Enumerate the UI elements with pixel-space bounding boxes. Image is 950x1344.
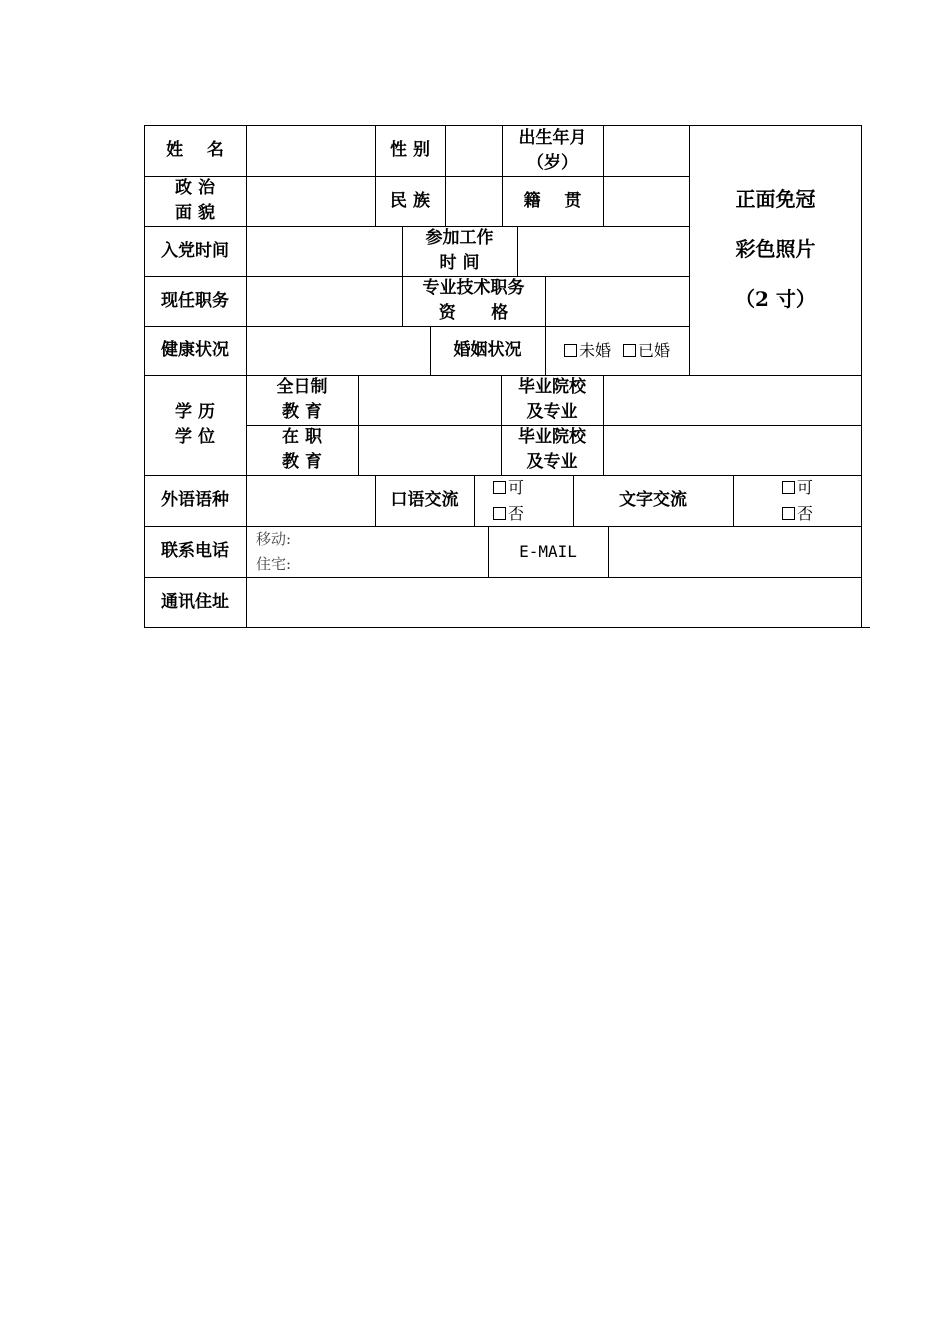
tech-title-label-line1: 专业技术职务 bbox=[422, 278, 525, 298]
fulltime-education-label bbox=[246, 375, 358, 425]
education-label-line2: 学 位 bbox=[175, 427, 215, 447]
fulltime-label-line1: 全日制 bbox=[276, 377, 328, 397]
party-join-label-text: 入党时间 bbox=[161, 240, 229, 261]
political-label-line2: 面 貌 bbox=[175, 203, 215, 223]
native-place-label bbox=[502, 176, 603, 226]
marital-option-married-label: 已婚 bbox=[638, 340, 671, 360]
political-field[interactable] bbox=[246, 176, 375, 226]
party-join-field[interactable] bbox=[246, 226, 402, 276]
oral-option-no-label: 否 bbox=[507, 503, 524, 523]
fulltime-school-label-line1: 毕业院校 bbox=[518, 377, 586, 397]
fulltime-label-line2: 教 育 bbox=[282, 402, 322, 422]
checkbox-icon[interactable] bbox=[493, 507, 506, 520]
address-label-text: 通讯住址 bbox=[161, 592, 229, 612]
health-label bbox=[144, 326, 246, 375]
registration-form bbox=[0, 0, 950, 640]
address-field[interactable] bbox=[246, 577, 862, 628]
oral-label-text: 口语交流 bbox=[390, 490, 459, 510]
checkbox-icon[interactable] bbox=[493, 481, 506, 494]
parttime-school-label-line2: 及专业 bbox=[526, 452, 578, 472]
written-option-no-label: 否 bbox=[796, 503, 813, 523]
parttime-label-line2: 教 育 bbox=[282, 452, 322, 472]
written-option-yes-label: 可 bbox=[796, 477, 813, 497]
photo-placeholder[interactable] bbox=[689, 125, 862, 375]
name-label-text: 姓 名 bbox=[166, 140, 224, 160]
email-label-text: E-MAIL bbox=[519, 542, 577, 561]
home-phone-placeholder: 住宅: bbox=[256, 554, 292, 573]
work-start-label bbox=[402, 226, 517, 276]
marital-option-married[interactable] bbox=[623, 338, 670, 364]
photo-text-line2: 彩色照片 bbox=[735, 237, 816, 261]
tech-title-label bbox=[402, 276, 545, 326]
written-option-yes[interactable] bbox=[782, 475, 813, 501]
checkbox-icon[interactable] bbox=[623, 344, 636, 357]
ethnicity-field[interactable] bbox=[445, 176, 502, 226]
political-label-line1: 政 治 bbox=[175, 178, 215, 198]
language-field[interactable] bbox=[246, 475, 375, 526]
name-label bbox=[144, 125, 246, 176]
work-start-label-line2: 时 间 bbox=[439, 253, 480, 273]
written-label-text: 文字交流 bbox=[619, 490, 687, 510]
parttime-education-label bbox=[246, 425, 358, 475]
parttime-label-line1: 在 职 bbox=[282, 427, 322, 447]
phone-field[interactable] bbox=[246, 526, 488, 577]
gender-field[interactable] bbox=[445, 125, 502, 176]
position-label-text: 现任职务 bbox=[161, 290, 229, 311]
marital-option-unmarried-label: 未婚 bbox=[578, 340, 611, 360]
photo-text-line3: （2 寸） bbox=[735, 287, 816, 311]
native-place-label-text: 籍 贯 bbox=[523, 190, 582, 211]
photo-text-line1: 正面免冠 bbox=[735, 187, 816, 211]
parttime-school-field[interactable] bbox=[603, 425, 862, 475]
parttime-degree-field[interactable] bbox=[358, 425, 501, 475]
checkbox-icon[interactable] bbox=[782, 481, 795, 494]
email-field[interactable] bbox=[608, 526, 862, 577]
mobile-placeholder: 移动: bbox=[256, 529, 292, 548]
gender-label-text: 性 别 bbox=[390, 140, 430, 160]
marital-label-text: 婚姻状况 bbox=[453, 340, 522, 360]
phone-label-text: 联系电话 bbox=[161, 541, 229, 561]
language-label bbox=[144, 475, 246, 526]
position-label bbox=[144, 276, 246, 326]
birth-field[interactable] bbox=[603, 125, 689, 176]
written-label bbox=[573, 475, 733, 526]
oral-label bbox=[375, 475, 474, 526]
marital-options bbox=[545, 326, 689, 375]
written-option-no[interactable] bbox=[782, 501, 813, 527]
health-label-text: 健康状况 bbox=[161, 340, 229, 360]
education-label bbox=[144, 375, 246, 475]
tech-title-field[interactable] bbox=[545, 276, 689, 326]
marital-label bbox=[430, 326, 545, 375]
political-label bbox=[144, 176, 246, 226]
health-field[interactable] bbox=[246, 326, 430, 375]
checkbox-icon[interactable] bbox=[564, 344, 577, 357]
phone-label bbox=[144, 526, 246, 577]
tech-title-label-line2: 资 格 bbox=[438, 303, 509, 323]
name-field[interactable] bbox=[246, 125, 375, 176]
written-options bbox=[733, 475, 862, 526]
oral-options bbox=[474, 475, 573, 526]
birth-label bbox=[502, 125, 603, 176]
address-label bbox=[144, 577, 246, 628]
oral-option-yes[interactable] bbox=[493, 475, 524, 501]
birth-label-line1: 出生年月 bbox=[518, 127, 587, 148]
language-label-text: 外语语种 bbox=[161, 490, 229, 510]
oral-option-no[interactable] bbox=[493, 501, 524, 527]
fulltime-school-label-line2: 及专业 bbox=[526, 402, 578, 422]
work-start-field[interactable] bbox=[517, 226, 689, 276]
fulltime-school-field[interactable] bbox=[603, 375, 862, 425]
gender-label bbox=[375, 125, 445, 176]
parttime-school-label-line1: 毕业院校 bbox=[518, 427, 586, 447]
fulltime-school-label bbox=[501, 375, 603, 425]
ethnicity-label bbox=[375, 176, 445, 226]
education-label-line1: 学 历 bbox=[175, 402, 215, 422]
oral-option-yes-label: 可 bbox=[507, 477, 524, 497]
party-join-label bbox=[144, 226, 246, 276]
work-start-label-line1: 参加工作 bbox=[425, 228, 494, 248]
fulltime-degree-field[interactable] bbox=[358, 375, 501, 425]
position-field[interactable] bbox=[246, 276, 402, 326]
parttime-school-label bbox=[501, 425, 603, 475]
native-place-field[interactable] bbox=[603, 176, 689, 226]
email-label bbox=[488, 526, 608, 577]
birth-label-line2: （岁） bbox=[527, 152, 578, 173]
checkbox-icon[interactable] bbox=[782, 507, 795, 520]
ethnicity-label-text: 民 族 bbox=[390, 190, 430, 211]
marital-option-unmarried[interactable] bbox=[564, 338, 611, 364]
